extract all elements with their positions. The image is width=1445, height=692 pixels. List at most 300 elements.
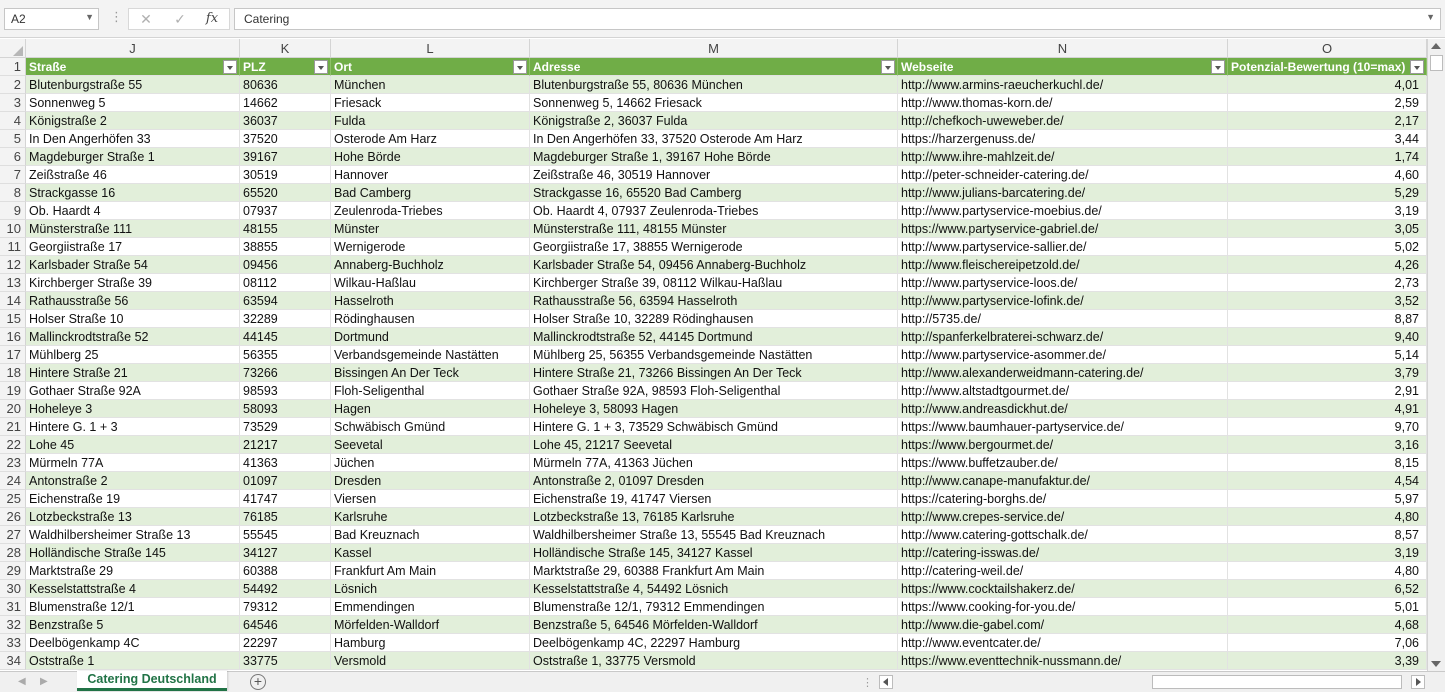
table-cell[interactable]: Sonnenweg 5, 14662 Friesack (530, 94, 898, 112)
table-cell[interactable]: Münsterstraße 111, 48155 Münster (530, 220, 898, 238)
close-icon[interactable]: ✕ (140, 11, 152, 27)
table-cell[interactable]: Fulda (331, 112, 530, 130)
table-cell[interactable]: 56355 (240, 346, 331, 364)
table-cell[interactable]: Hagen (331, 400, 530, 418)
table-cell[interactable]: Mürmeln 77A, 41363 Jüchen (530, 454, 898, 472)
row-number[interactable]: 26 (0, 508, 26, 526)
table-cell[interactable]: 3,79 (1228, 364, 1427, 382)
row-number[interactable]: 33 (0, 634, 26, 652)
table-cell[interactable]: Zeißstraße 46, 30519 Hannover (530, 166, 898, 184)
table-cell[interactable]: 01097 (240, 472, 331, 490)
table-header-cell[interactable] (26, 58, 240, 76)
table-row (0, 238, 1427, 256)
table-cell[interactable]: Antonstraße 2, 01097 Dresden (530, 472, 898, 490)
table-cell[interactable]: Georgiistraße 17 (26, 238, 240, 256)
table-cell[interactable]: 14662 (240, 94, 331, 112)
table-cell[interactable]: 8,57 (1228, 526, 1427, 544)
table-cell[interactable]: Zeißstraße 46 (26, 166, 240, 184)
formula-value: Catering (244, 12, 290, 26)
table-row (0, 220, 1427, 238)
table-cell[interactable]: 41747 (240, 490, 331, 508)
table-cell[interactable]: Mühlberg 25 (26, 346, 240, 364)
table-cell[interactable]: Holländische Straße 145, 34127 Kassel (530, 544, 898, 562)
table-cell[interactable]: 3,39 (1228, 652, 1427, 670)
table-cell[interactable]: http://www.armins-raeucherkuchl.de/ (898, 76, 1228, 94)
table-cell[interactable]: 7,06 (1228, 634, 1427, 652)
vertical-scroll-thumb[interactable] (1430, 55, 1443, 71)
table-cell[interactable]: Kirchberger Straße 39, 08112 Wilkau-Haßlau (530, 274, 898, 292)
table-cell[interactable]: Floh-Seligenthal (331, 382, 530, 400)
table-cell[interactable]: Ob. Haardt 4 (26, 202, 240, 220)
table-cell[interactable]: Rathausstraße 56, 63594 Hasselroth (530, 292, 898, 310)
table-row (0, 346, 1427, 364)
column-header-o[interactable]: O (1228, 39, 1427, 58)
table-cell[interactable]: Münster (331, 220, 530, 238)
table-row (0, 166, 1427, 184)
column-header-bar (0, 39, 1427, 58)
table-row (0, 436, 1427, 454)
horizontal-scrollbar[interactable] (877, 674, 1427, 690)
table-cell[interactable]: https://harzergenuss.de/ (898, 130, 1228, 148)
name-box-value: A2 (11, 12, 26, 26)
table-cell[interactable]: 4,80 (1228, 508, 1427, 526)
table-cell[interactable]: Seevetal (331, 436, 530, 454)
table-row (0, 616, 1427, 634)
filter-dropdown-icon[interactable] (314, 60, 328, 74)
table-cell[interactable]: 5,97 (1228, 490, 1427, 508)
name-box[interactable] (4, 8, 99, 30)
table-cell[interactable]: Antonstraße 2 (26, 472, 240, 490)
table-cell[interactable]: Lohe 45 (26, 436, 240, 454)
table-cell[interactable]: Magdeburger Straße 1, 39167 Hohe Börde (530, 148, 898, 166)
row-number[interactable]: 32 (0, 616, 26, 634)
table-cell[interactable]: http://www.eventcater.de/ (898, 634, 1228, 652)
table-cell[interactable]: 38855 (240, 238, 331, 256)
table-cell[interactable]: 54492 (240, 580, 331, 598)
table-cell[interactable]: 5,01 (1228, 598, 1427, 616)
table-cell[interactable]: http://www.partyservice-sallier.de/ (898, 238, 1228, 256)
table-cell[interactable]: Sonnenweg 5 (26, 94, 240, 112)
row-number[interactable]: 8 (0, 184, 26, 202)
formula-tools (128, 8, 230, 30)
table-cell[interactable]: http://www.alexanderweidmann-catering.de/ (898, 364, 1228, 382)
table-header-label: Straße (29, 60, 67, 74)
vertical-scrollbar[interactable] (1427, 39, 1445, 671)
table-cell[interactable]: http://www.thomas-korn.de/ (898, 94, 1228, 112)
table-cell[interactable]: Benzstraße 5 (26, 616, 240, 634)
table-cell[interactable]: http://www.julians-barcatering.de/ (898, 184, 1228, 202)
table-cell[interactable]: 21217 (240, 436, 331, 454)
table-cell[interactable]: 32289 (240, 310, 331, 328)
table-row (0, 130, 1427, 148)
table-cell[interactable]: https://www.buffetzauber.de/ (898, 454, 1228, 472)
table-cell[interactable]: http://5735.de/ (898, 310, 1228, 328)
table-cell[interactable]: 76185 (240, 508, 331, 526)
table-cell[interactable]: 36037 (240, 112, 331, 130)
table-cell[interactable]: Oststraße 1 (26, 652, 240, 670)
table-cell[interactable]: http://chefkoch-uweweber.de/ (898, 112, 1228, 130)
table-cell[interactable]: http://www.catering-gottschalk.de/ (898, 526, 1228, 544)
table-cell[interactable]: Hoheleye 3 (26, 400, 240, 418)
table-cell[interactable]: 6,52 (1228, 580, 1427, 598)
table-header-label: Webseite (901, 60, 954, 74)
row-number[interactable]: 19 (0, 382, 26, 400)
table-cell[interactable]: Lohe 45, 21217 Seevetal (530, 436, 898, 454)
table-cell[interactable]: https://www.partyservice-gabriel.de/ (898, 220, 1228, 238)
table-cell[interactable]: Kirchberger Straße 39 (26, 274, 240, 292)
row-number[interactable]: 25 (0, 490, 26, 508)
table-header-cell[interactable] (240, 58, 331, 76)
table-header-label: PLZ (243, 60, 266, 74)
table-cell[interactable]: 07937 (240, 202, 331, 220)
table-cell[interactable]: Lösnich (331, 580, 530, 598)
table-cell[interactable]: Karlsbader Straße 54 (26, 256, 240, 274)
table-cell[interactable]: Friesack (331, 94, 530, 112)
table-cell[interactable]: 80636 (240, 76, 331, 94)
table-cell[interactable]: Strackgasse 16, 65520 Bad Camberg (530, 184, 898, 202)
table-cell[interactable]: Eichenstraße 19 (26, 490, 240, 508)
table-cell[interactable]: 73529 (240, 418, 331, 436)
row-number[interactable]: 16 (0, 328, 26, 346)
row-number[interactable]: 5 (0, 130, 26, 148)
table-cell[interactable]: 4,54 (1228, 472, 1427, 490)
table-cell[interactable]: 48155 (240, 220, 331, 238)
table-cell[interactable]: Mörfelden-Walldorf (331, 616, 530, 634)
table-cell[interactable]: Holser Straße 10, 32289 Rödinghausen (530, 310, 898, 328)
table-cell[interactable]: 98593 (240, 382, 331, 400)
table-cell[interactable]: Strackgasse 16 (26, 184, 240, 202)
row-number[interactable]: 21 (0, 418, 26, 436)
table-header-row (0, 58, 1427, 76)
row-number[interactable]: 11 (0, 238, 26, 256)
table-cell[interactable]: http://www.altstadtgourmet.de/ (898, 382, 1228, 400)
table-cell[interactable]: Viersen (331, 490, 530, 508)
table-cell[interactable]: 58093 (240, 400, 331, 418)
table-cell[interactable]: http://catering-isswas.de/ (898, 544, 1228, 562)
scroll-up-icon[interactable] (1431, 43, 1441, 49)
table-cell[interactable]: Waldhilbersheimer Straße 13, 55545 Bad Kreuznach (530, 526, 898, 544)
table-cell[interactable]: http://spanferkelbraterei-schwarz.de/ (898, 328, 1228, 346)
table-cell[interactable]: Hannover (331, 166, 530, 184)
table-cell[interactable]: Hintere Straße 21, 73266 Bissingen An Der Teck (530, 364, 898, 382)
table-cell[interactable]: 2,91 (1228, 382, 1427, 400)
table-header-cell[interactable] (530, 58, 898, 76)
table-cell[interactable]: Bissingen An Der Teck (331, 364, 530, 382)
table-cell[interactable]: Rödinghausen (331, 310, 530, 328)
table-cell[interactable]: 2,17 (1228, 112, 1427, 130)
table-cell[interactable]: Blutenburgstraße 55, 80636 München (530, 76, 898, 94)
table-cell[interactable]: Verbandsgemeinde Nastätten (331, 346, 530, 364)
table-cell[interactable]: 39167 (240, 148, 331, 166)
table-cell[interactable]: Benzstraße 5, 64546 Mörfelden-Walldorf (530, 616, 898, 634)
filter-dropdown-icon[interactable] (1410, 60, 1424, 74)
table-cell[interactable]: 9,40 (1228, 328, 1427, 346)
table-cell[interactable]: 65520 (240, 184, 331, 202)
table-cell[interactable]: 4,80 (1228, 562, 1427, 580)
table-header-cell[interactable] (1228, 58, 1427, 76)
table-cell[interactable]: https://www.bergourmet.de/ (898, 436, 1228, 454)
row-number[interactable]: 24 (0, 472, 26, 490)
split-handle-icon[interactable]: ⋮ (862, 677, 873, 689)
filter-dropdown-icon[interactable] (881, 60, 895, 74)
table-row (0, 148, 1427, 166)
table-cell[interactable]: http://www.partyservice-loos.de/ (898, 274, 1228, 292)
table-cell[interactable]: Dortmund (331, 328, 530, 346)
table-cell[interactable]: 37520 (240, 130, 331, 148)
filter-dropdown-icon[interactable] (1211, 60, 1225, 74)
table-cell[interactable]: München (331, 76, 530, 94)
row-number[interactable]: 31 (0, 598, 26, 616)
table-cell[interactable]: 3,19 (1228, 544, 1427, 562)
table-cell[interactable]: Annaberg-Buchholz (331, 256, 530, 274)
table-cell[interactable]: Karlsbader Straße 54, 09456 Annaberg-Buchholz (530, 256, 898, 274)
table-cell[interactable]: In Den Angerhöfen 33 (26, 130, 240, 148)
table-cell[interactable]: Deelbögenkamp 4C, 22297 Hamburg (530, 634, 898, 652)
table-cell[interactable]: 64546 (240, 616, 331, 634)
row-number[interactable]: 1 (0, 58, 26, 76)
row-number[interactable]: 2 (0, 76, 26, 94)
scroll-right-icon[interactable] (1411, 675, 1425, 689)
table-row (0, 400, 1427, 418)
column-header-l[interactable]: L (331, 39, 530, 58)
table-cell[interactable]: 41363 (240, 454, 331, 472)
table-row (0, 382, 1427, 400)
row-number[interactable]: 7 (0, 166, 26, 184)
table-cell[interactable]: 8,15 (1228, 454, 1427, 472)
table-cell[interactable]: Wernigerode (331, 238, 530, 256)
row-number[interactable]: 4 (0, 112, 26, 130)
table-cell[interactable]: 3,16 (1228, 436, 1427, 454)
table-cell[interactable]: Lotzbeckstraße 13 (26, 508, 240, 526)
row-number[interactable]: 6 (0, 148, 26, 166)
plus-icon[interactable]: + (250, 674, 266, 690)
table-cell[interactable]: In Den Angerhöfen 33, 37520 Osterode Am Harz (530, 130, 898, 148)
table-cell[interactable]: Marktstraße 29, 60388 Frankfurt Am Main (530, 562, 898, 580)
row-number[interactable]: 9 (0, 202, 26, 220)
table-cell[interactable]: http://www.die-gabel.com/ (898, 616, 1228, 634)
table-cell[interactable]: Wilkau-Haßlau (331, 274, 530, 292)
table-cell[interactable]: https://www.baumhauer-partyservice.de/ (898, 418, 1228, 436)
table-cell[interactable]: 60388 (240, 562, 331, 580)
table-cell[interactable]: Mürmeln 77A (26, 454, 240, 472)
table-cell[interactable]: Hasselroth (331, 292, 530, 310)
table-cell[interactable]: Blutenburgstraße 55 (26, 76, 240, 94)
chevron-down-icon[interactable]: ▼ (1426, 12, 1435, 22)
fx-icon[interactable]: fx (205, 11, 219, 26)
table-header-cell[interactable] (898, 58, 1228, 76)
table-cell[interactable]: Jüchen (331, 454, 530, 472)
table-cell[interactable]: 09456 (240, 256, 331, 274)
formula-bar-grip-icon[interactable]: ⋮ (110, 9, 122, 24)
table-row (0, 328, 1427, 346)
select-all-button[interactable] (0, 39, 26, 58)
table-cell[interactable]: 63594 (240, 292, 331, 310)
column-header-j[interactable]: J (26, 39, 240, 58)
table-cell[interactable]: https://www.cocktailshakerz.de/ (898, 580, 1228, 598)
table-cell[interactable]: Osterode Am Harz (331, 130, 530, 148)
table-cell[interactable]: Emmendingen (331, 598, 530, 616)
table-cell[interactable]: 79312 (240, 598, 331, 616)
table-cell[interactable]: 4,01 (1228, 76, 1427, 94)
table-cell[interactable]: Magdeburger Straße 1 (26, 148, 240, 166)
row-number[interactable]: 13 (0, 274, 26, 292)
table-row (0, 76, 1427, 94)
table-cell[interactable]: 8,87 (1228, 310, 1427, 328)
table-cell[interactable]: 5,14 (1228, 346, 1427, 364)
table-cell[interactable]: http://www.ihre-mahlzeit.de/ (898, 148, 1228, 166)
table-cell[interactable]: 3,52 (1228, 292, 1427, 310)
spreadsheet-grid (0, 39, 1427, 671)
table-cell[interactable]: 55545 (240, 526, 331, 544)
table-cell[interactable]: Versmold (331, 652, 530, 670)
table-cell[interactable]: http://www.partyservice-lofink.de/ (898, 292, 1228, 310)
filter-dropdown-icon[interactable] (513, 60, 527, 74)
table-cell[interactable]: Blumenstraße 12/1, 79312 Emmendingen (530, 598, 898, 616)
filter-dropdown-icon[interactable] (223, 60, 237, 74)
table-cell[interactable]: 3,05 (1228, 220, 1427, 238)
table-cell[interactable]: http://catering-weil.de/ (898, 562, 1228, 580)
table-cell[interactable]: https://www.cooking-for-you.de/ (898, 598, 1228, 616)
table-cell[interactable]: 4,60 (1228, 166, 1427, 184)
table-cell[interactable]: 1,74 (1228, 148, 1427, 166)
table-cell[interactable]: Waldhilbersheimer Straße 13 (26, 526, 240, 544)
check-icon[interactable]: ✓ (174, 11, 186, 27)
table-cell[interactable]: Bad Kreuznach (331, 526, 530, 544)
table-row (0, 202, 1427, 220)
table-cell[interactable]: 3,44 (1228, 130, 1427, 148)
table-cell[interactable]: 9,70 (1228, 418, 1427, 436)
table-cell[interactable]: Gothaer Straße 92A, 98593 Floh-Seligenthal (530, 382, 898, 400)
table-cell[interactable]: Rathausstraße 56 (26, 292, 240, 310)
table-row (0, 526, 1427, 544)
row-number[interactable]: 34 (0, 652, 26, 670)
table-cell[interactable]: Blumenstraße 12/1 (26, 598, 240, 616)
table-cell[interactable]: 22297 (240, 634, 331, 652)
table-row (0, 652, 1427, 670)
table-cell[interactable]: 5,29 (1228, 184, 1427, 202)
table-cell[interactable]: Marktstraße 29 (26, 562, 240, 580)
table-header-cell[interactable] (331, 58, 530, 76)
table-cell[interactable]: Königstraße 2, 36037 Fulda (530, 112, 898, 130)
table-cell[interactable]: Schwäbisch Gmünd (331, 418, 530, 436)
table-cell[interactable]: http://www.partyservice-asommer.de/ (898, 346, 1228, 364)
sheet-tab-catering-deutschland[interactable]: Catering Deutschland (77, 671, 227, 691)
table-cell[interactable]: Bad Camberg (331, 184, 530, 202)
table-cell[interactable]: 2,59 (1228, 94, 1427, 112)
table-cell[interactable]: Oststraße 1, 33775 Versmold (530, 652, 898, 670)
table-cell[interactable]: 4,91 (1228, 400, 1427, 418)
horizontal-scroll-thumb[interactable] (1152, 675, 1402, 689)
next-sheet-icon[interactable]: ▶ (40, 676, 48, 687)
table-cell[interactable]: Hamburg (331, 634, 530, 652)
table-cell[interactable]: Dresden (331, 472, 530, 490)
table-row (0, 256, 1427, 274)
row-number[interactable]: 30 (0, 580, 26, 598)
row-number[interactable]: 29 (0, 562, 26, 580)
table-cell[interactable]: http://www.crepes-service.de/ (898, 508, 1228, 526)
table-cell[interactable]: http://www.partyservice-moebius.de/ (898, 202, 1228, 220)
table-cell[interactable]: Karlsruhe (331, 508, 530, 526)
table-row (0, 562, 1427, 580)
row-number[interactable]: 22 (0, 436, 26, 454)
table-cell[interactable]: Kesselstattstraße 4, 54492 Lösnich (530, 580, 898, 598)
table-cell[interactable]: http://www.andreasdickhut.de/ (898, 400, 1228, 418)
table-cell[interactable]: Münsterstraße 111 (26, 220, 240, 238)
table-cell[interactable]: http://www.fleischereipetzold.de/ (898, 256, 1228, 274)
prev-sheet-icon[interactable]: ◀ (18, 676, 26, 687)
table-cell[interactable]: Mallinckrodtstraße 52 (26, 328, 240, 346)
table-cell[interactable]: Lotzbeckstraße 13, 76185 Karlsruhe (530, 508, 898, 526)
table-cell[interactable]: 08112 (240, 274, 331, 292)
table-cell[interactable]: Deelbögenkamp 4C (26, 634, 240, 652)
row-number[interactable]: 23 (0, 454, 26, 472)
table-cell[interactable]: Hintere G. 1 + 3 (26, 418, 240, 436)
table-cell[interactable]: Mallinckrodtstraße 52, 44145 Dortmund (530, 328, 898, 346)
table-cell[interactable]: 4,26 (1228, 256, 1427, 274)
table-cell[interactable]: 33775 (240, 652, 331, 670)
scroll-left-icon[interactable] (879, 675, 893, 689)
table-cell[interactable]: Kesselstattstraße 4 (26, 580, 240, 598)
table-cell[interactable]: 34127 (240, 544, 331, 562)
column-header-m[interactable]: M (530, 39, 898, 58)
row-number[interactable]: 28 (0, 544, 26, 562)
column-header-k[interactable]: K (240, 39, 331, 58)
column-header-n[interactable]: N (898, 39, 1228, 58)
table-cell[interactable]: 30519 (240, 166, 331, 184)
table-cell[interactable]: Georgiistraße 17, 38855 Wernigerode (530, 238, 898, 256)
table-cell[interactable]: Frankfurt Am Main (331, 562, 530, 580)
formula-input[interactable] (234, 8, 1441, 30)
table-cell[interactable]: Holser Straße 10 (26, 310, 240, 328)
table-cell[interactable]: Königstraße 2 (26, 112, 240, 130)
table-cell[interactable]: 44145 (240, 328, 331, 346)
table-cell[interactable]: 3,19 (1228, 202, 1427, 220)
table-cell[interactable]: Zeulenroda-Triebes (331, 202, 530, 220)
table-header-label: Adresse (533, 60, 581, 74)
table-cell[interactable]: Gothaer Straße 92A (26, 382, 240, 400)
table-cell[interactable]: Hoheleye 3, 58093 Hagen (530, 400, 898, 418)
table-cell[interactable]: 73266 (240, 364, 331, 382)
row-number[interactable]: 14 (0, 292, 26, 310)
row-number[interactable]: 18 (0, 364, 26, 382)
row-number[interactable]: 3 (0, 94, 26, 112)
table-cell[interactable]: http://peter-schneider-catering.de/ (898, 166, 1228, 184)
row-number[interactable]: 17 (0, 346, 26, 364)
chevron-down-icon[interactable]: ▼ (85, 12, 94, 22)
table-cell[interactable]: http://www.canape-manufaktur.de/ (898, 472, 1228, 490)
table-cell[interactable]: Mühlberg 25, 56355 Verbandsgemeinde Nastätten (530, 346, 898, 364)
row-number[interactable]: 12 (0, 256, 26, 274)
table-cell[interactable]: Hintere G. 1 + 3, 73529 Schwäbisch Gmünd (530, 418, 898, 436)
table-cell[interactable]: Hintere Straße 21 (26, 364, 240, 382)
table-cell[interactable]: https://www.eventtechnik-nussmann.de/ (898, 652, 1228, 670)
table-cell[interactable]: Kassel (331, 544, 530, 562)
table-cell[interactable]: https://catering-borghs.de/ (898, 490, 1228, 508)
table-cell[interactable]: Eichenstraße 19, 41747 Viersen (530, 490, 898, 508)
table-cell[interactable]: Hohe Börde (331, 148, 530, 166)
row-number[interactable]: 27 (0, 526, 26, 544)
row-number[interactable]: 15 (0, 310, 26, 328)
table-cell[interactable]: 4,68 (1228, 616, 1427, 634)
table-cell[interactable]: Holländische Straße 145 (26, 544, 240, 562)
table-cell[interactable]: 5,02 (1228, 238, 1427, 256)
row-number[interactable]: 10 (0, 220, 26, 238)
row-number[interactable]: 20 (0, 400, 26, 418)
table-cell[interactable]: 2,73 (1228, 274, 1427, 292)
scroll-down-icon[interactable] (1431, 661, 1441, 667)
table-row (0, 508, 1427, 526)
table-cell[interactable]: Ob. Haardt 4, 07937 Zeulenroda-Triebes (530, 202, 898, 220)
